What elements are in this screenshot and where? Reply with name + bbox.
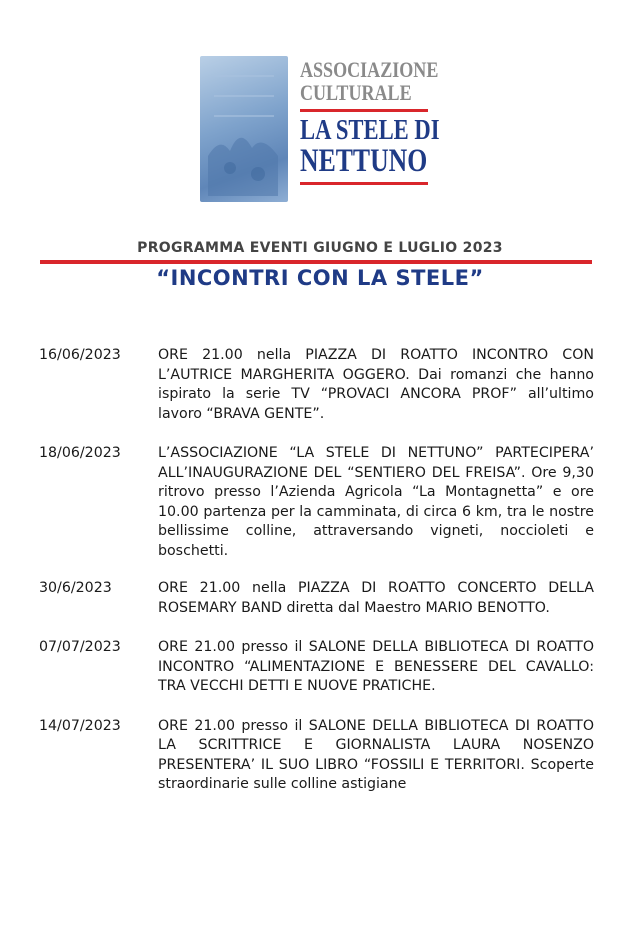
event-item <box>39 444 594 561</box>
program-heading: PROGRAMMA EVENTI GIUGNO E LUGLIO 2023 <box>137 240 503 256</box>
event-date: 30/6/2023 <box>39 580 112 596</box>
event-date: 16/06/2023 <box>39 347 121 363</box>
event-description: ORE 21.00 presso il SALONE DELLA BIBLIOTECA DI ROATTO INCONTRO “ALIMENTAZIONE E BENESSERE DEL CAVALLO: TRA VECCHI DETTI E NUOVE PRATICHE. <box>158 639 594 694</box>
event-description: ORE 21.00 nella PIAZZA DI ROATTO CONCERTO DELLA ROSEMARY BAND diretta dal Maestro MARIO BENOTTO. <box>158 580 594 616</box>
logo-line-la-stele-di: LA STELE DI <box>300 114 440 146</box>
event-description: ORE 21.00 presso il SALONE DELLA BIBLIOTECA DI ROATTO LA SCRITTRICE E GIORNALISTA LAURA NOSENZO PRESENTERA’ IL SUO LIBRO “FOSSILI E TERRITORI. Scoperte straordinarie sulle colline astigiane <box>158 717 594 792</box>
event-item <box>39 638 594 697</box>
logo-line-culturale: CULTURALE <box>300 80 412 105</box>
stele-relief-image <box>200 56 288 202</box>
heading-divider <box>40 260 592 264</box>
event-date: 07/07/2023 <box>39 639 121 655</box>
association-logo <box>197 54 440 204</box>
event-date: 18/06/2023 <box>39 445 121 461</box>
logo-text <box>300 57 440 185</box>
event-description: L’ASSOCIAZIONE “LA STELE DI NETTUNO” PARTECIPERA’ ALL’INAUGURAZIONE DEL “SENTIERO DEL FREISA”. Ore 9,30 ritrovo presso l’Azienda Agricola “La Montagnetta” e ore 10.00 partenza per la camminata, di circa 6 km, tra le nostre bellissime colline, attraversando vigneti, noccioleti e boschetti. <box>158 445 594 559</box>
logo-red-rule-bottom <box>300 182 428 185</box>
event-item <box>39 717 594 795</box>
logo-line-nettuno: NETTUNO <box>300 143 428 179</box>
event-date: 14/07/2023 <box>39 717 121 734</box>
event-description: ORE 21.00 nella PIAZZA DI ROATTO INCONTRO CON L’AUTRICE MARGHERITA OGGERO. Dai romanzi che hanno ispirato la serie TV “PROVACI ANCORA PROF” all’ultimo lavoro “BRAVA GENTE”. <box>158 347 594 422</box>
logo-line-associazione: ASSOCIAZIONE <box>300 57 439 82</box>
events-list <box>39 346 594 815</box>
logo-red-rule <box>300 109 428 112</box>
event-item <box>39 346 594 424</box>
event-series-title: “INCONTRI CON LA STELE” <box>156 266 484 290</box>
event-item <box>39 579 594 618</box>
